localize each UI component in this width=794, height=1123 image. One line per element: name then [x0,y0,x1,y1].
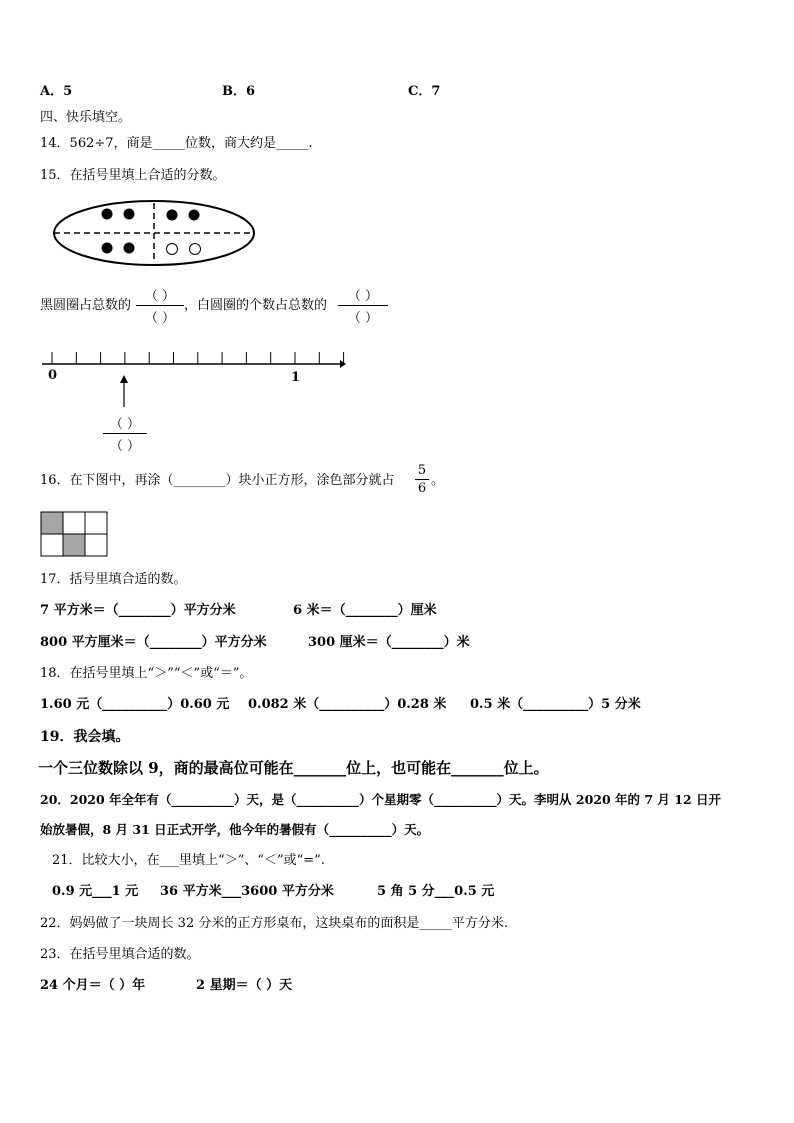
fraction-numerator-blank: （ ） [144,289,176,304]
question-19-prompt: 19．我会填。 [40,729,130,745]
filled-dot [124,209,135,220]
fraction-numerator-blank: （ ） [347,289,379,304]
q21-item-a: 0.9 元___1 元 [52,884,139,899]
question-17-prompt: 17．括号里填合适的数。 [40,572,187,587]
q18-item-c: 0.5 米（__________）5 分米 [470,697,641,712]
fraction-numerator: 5 [417,463,427,478]
q18-item-a: 1.60 元（__________）0.60 元 [40,697,230,712]
q17-item-b: 6 米＝（________）厘米 [293,603,437,618]
filled-dot [124,243,135,254]
filled-dot [102,243,113,254]
q15-black-fraction [136,285,184,326]
option-a: A．5 [40,84,73,99]
number-line [40,345,350,415]
q23-item-a: 24 个月＝（ ）年 [40,978,146,993]
q19-text: 一个三位数除以 9，商的最高位可能在_______位上，也可能在_______位上。 [38,759,549,777]
question-18-prompt: 18．在括号里填上“＞”“＜”或“＝”。 [40,666,253,681]
q17-item-a: 7 平方米＝（________）平方分米 [40,603,236,618]
q18-item-b: 0.082 米（__________）0.28 米 [248,697,447,712]
option-b: B．6 [222,84,256,99]
section-heading-4: 四、快乐填空。 [40,110,132,125]
fraction-denominator-blank: （ ） [347,311,379,326]
q16-fraction [415,463,429,496]
question-20-line1: 20．2020 年全年有（__________）天，是（__________）个星期零（__________）天。李明从 2020 年的 7 月 12 日开 [40,792,722,807]
q21-item-c: 5 角 5 分___0.5 元 [377,884,495,899]
question-22: 22．妈妈做了一块周长 32 分米的正方形桌布，这块桌布的面积是_____平方分米. [40,916,508,931]
q15-white-fraction [338,285,388,326]
filled-dot [167,210,178,221]
q17-item-c: 800 平方厘米＝（________）平方分米 [40,635,267,650]
number-line-answer-fraction [103,413,147,454]
q23-item-b: 2 星期＝（ ）天 [196,978,293,993]
hollow-dot [190,244,201,255]
number-line-start-label: 0 [48,368,58,383]
question-23-prompt: 23．在括号里填合适的数。 [40,947,200,962]
hollow-dot [167,244,178,255]
grid-cell-shaded [41,512,63,534]
fraction-denominator-blank: （ ） [109,439,141,454]
q15-black-text: 黑圆圈占总数的 [40,298,132,313]
dot-ellipse-figure [52,198,256,268]
number-line-end-label: 1 [291,370,301,385]
fraction-denominator: 6 [417,481,427,496]
q16-tail: 。 [431,473,445,488]
question-20-line2: 始放暑假，8 月 31 日正式开学，他今年的暑假有（__________）天。 [40,822,430,837]
question-21-prompt: 21．比较大小，在___里填上“＞”、“＜”或“=”. [52,853,325,868]
question-16-prompt: 16．在下图中，再涂（________）块小正方形，涂色部分就占 [40,473,395,488]
question-14: 14．562÷7，商是_____位数，商大约是_____. [40,136,313,151]
filled-dot [189,210,200,221]
fraction-denominator-blank: （ ） [144,311,176,326]
question-15-prompt: 15．在括号里填上合适的分数。 [40,168,226,183]
filled-dot [102,209,113,220]
square-grid [40,511,108,557]
q17-item-d: 300 厘米＝（________）米 [308,635,470,650]
q15-white-text: ，白圆圈的个数占总数的 [184,298,328,313]
option-c: C．7 [408,84,441,99]
q21-item-b: 36 平方米___3600 平方分米 [160,884,334,899]
fraction-numerator-blank: （ ） [109,417,141,432]
grid-cell-shaded [63,534,85,556]
